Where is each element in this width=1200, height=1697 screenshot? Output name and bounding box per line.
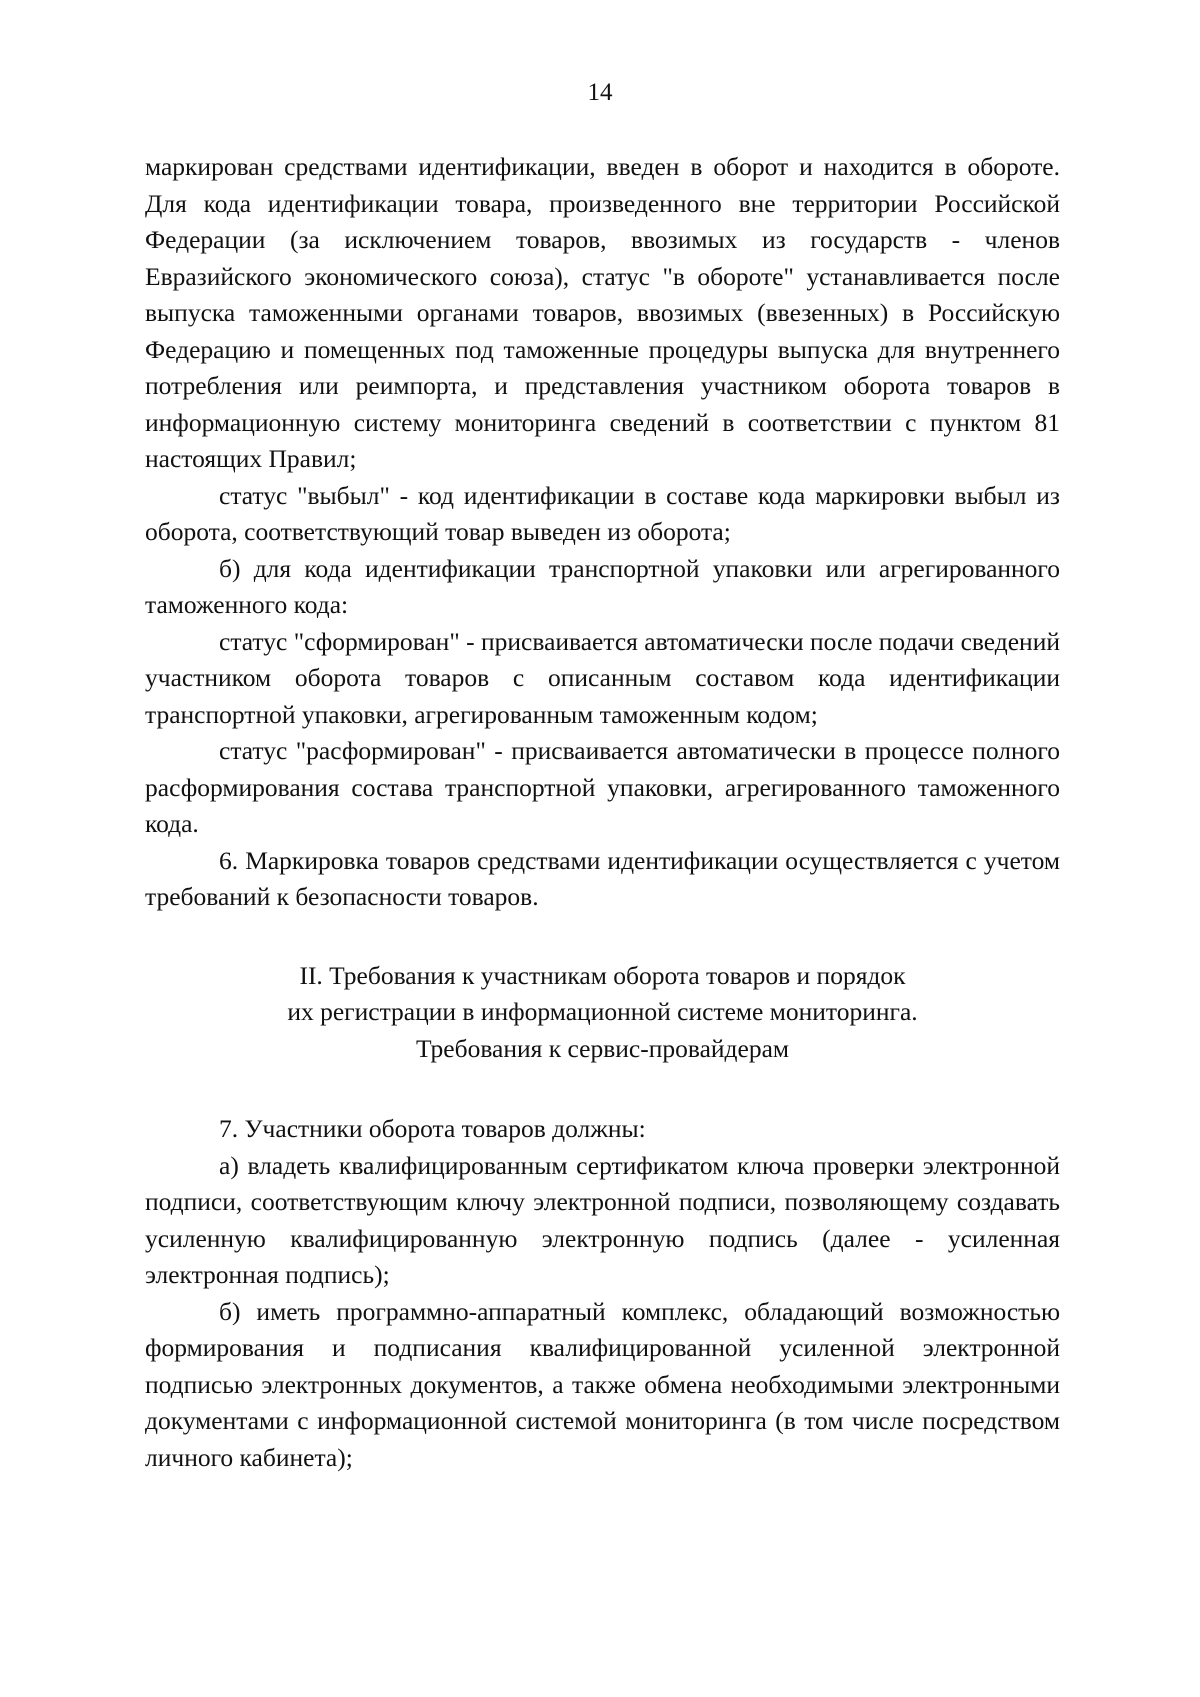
paragraph-status-formed: статус "сформирован" - присваивается автоматически после подачи сведений участником оборота товаров с описанным составом кода идентификации транспортной упаковки, агрегированным таможенным кодом; <box>145 626 1060 729</box>
paragraph-transport-package-code: б) для кода идентификации транспортной упаковки или агрегированного таможенного кода: <box>145 553 1060 619</box>
section-heading-line-3: Требования к сервис-провайдерам <box>415 1033 790 1063</box>
paragraph-status-in-circulation: маркирован средствами идентификации, введен в оборот и находится в обороте. Для кода идентификации товара, произведенного вне территории Российской Федерации (за исключением товаров, ввозимых из государств - членов Евразийского экономического союза), статус "в обороте" устанавливается после выпуска таможенными органами товаров, ввозимых (ввезенных) в Российскую Федерацию и помещенных под таможенные процедуры выпуска для внутреннего потребления или реимпорта, и представления участником оборота товаров в информационную систему мониторинга сведений в соответствии с пунктом 81 настоящих Правил; <box>145 152 1060 473</box>
paragraph-item-6: 6. Маркировка товаров средствами идентификации осуществляется с учетом требований к безопасности товаров. <box>145 845 1060 911</box>
document-body <box>145 149 1060 1476</box>
paragraph-status-disbanded: статус "расформирован" - присваивается автоматически в процессе полного расформирования состава транспортной упаковки, агрегированного таможенного кода. <box>145 736 1060 838</box>
section-heading-line-1: II. Требования к участникам оборота товаров и порядок <box>299 960 906 990</box>
paragraph-item-7a: а) владеть квалифицированным сертификатом ключа проверки электронной подписи, соответствующим ключу электронной подписи, позволяющему создавать усиленную квалифицированную электронную подпись (далее - усиленная электронная подпись); <box>145 1150 1060 1289</box>
section-heading <box>145 958 1060 1068</box>
paragraph-item-7b: б) иметь программно-аппаратный комплекс, обладающий возможностью формирования и подписания квалифицированной усиленной электронной подписью электронных документов, а также обмена необходимыми электронными документами с информационной системой мониторинга (в том числе посредством личного кабинета); <box>145 1296 1060 1472</box>
paragraph-item-7: 7. Участники оборота товаров должны: <box>219 1114 646 1143</box>
section-heading-line-2: их регистрации в информационной системе мониторинга. <box>287 997 918 1026</box>
page-number: 14 <box>587 79 613 106</box>
paragraph-status-retired: статус "выбыл" - код идентификации в составе кода маркировки выбыл из оборота, соответствующий товар выведен из оборота; <box>145 480 1060 546</box>
